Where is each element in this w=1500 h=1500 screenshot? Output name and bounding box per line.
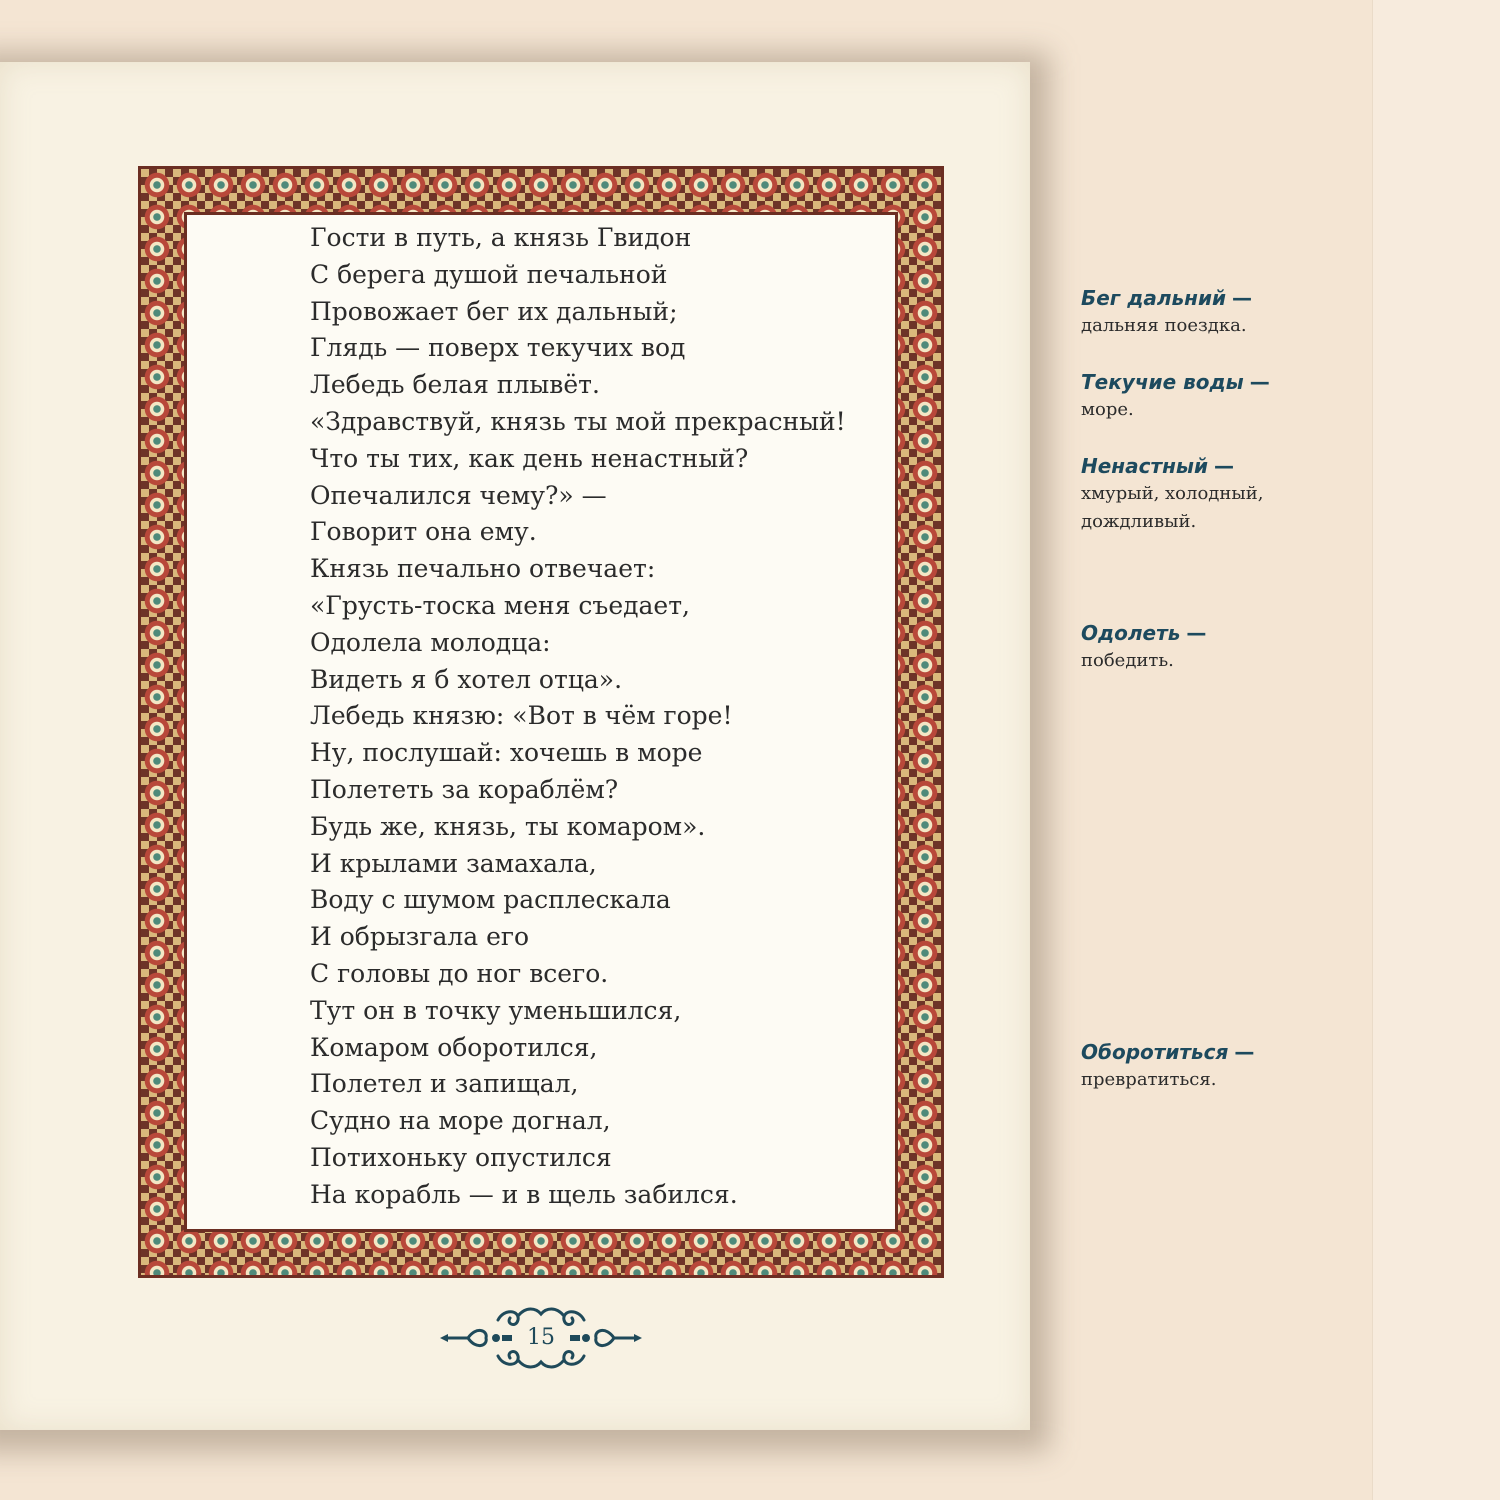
glossary-entry — [1081, 1038, 1351, 1094]
poem-line: Одолела молодца: — [310, 627, 551, 657]
glossary-dash: — — [1234, 1040, 1255, 1064]
page-number: 15 — [527, 1325, 555, 1350]
poem-line: Гости в путь, а князь Гвидон — [310, 223, 692, 252]
glossary-definition: победить. — [1081, 650, 1174, 671]
glossary-term: Ненастный — [1081, 454, 1208, 478]
poem-line: И крылами замахала, — [310, 848, 597, 878]
glossary-dash: — — [1186, 621, 1207, 645]
poem-line: На корабль — и в щель забился. — [310, 1179, 738, 1209]
glossary-dash: — — [1249, 370, 1270, 394]
glossary-entry — [1081, 284, 1351, 340]
glossary-term-line — [1081, 368, 1351, 396]
poem-text — [310, 220, 910, 1214]
glossary-term-line — [1081, 452, 1311, 480]
glossary-term-line — [1081, 1038, 1351, 1066]
glossary-entry — [1081, 619, 1351, 675]
poem-line: Князь печально отвечает: — [310, 554, 656, 584]
poem-line: Говорит она ему. — [310, 517, 537, 547]
glossary-term: Текучие воды — [1081, 370, 1244, 394]
poem-line: Полетел и запищал, — [310, 1069, 579, 1099]
poem-line: Лебедь белая плывёт. — [310, 370, 600, 400]
poem-line: С головы до ног всего. — [310, 958, 609, 988]
poem-line: Видеть я б хотел отца». — [310, 664, 623, 694]
glossary-term: Одолеть — [1081, 621, 1181, 645]
poem-line: Судно на море догнал, — [310, 1106, 611, 1136]
glossary-entry — [1081, 368, 1351, 424]
right-margin-strip — [1372, 0, 1500, 1500]
glossary-term-line — [1081, 284, 1351, 312]
poem-line: «Здравствуй, князь ты мой прекрасный! — [310, 406, 846, 436]
poem-line: Ну, послушай: хочешь в море — [310, 738, 703, 768]
glossary-term: Оборотиться — [1081, 1040, 1229, 1064]
poem-line: Провожает бег их дальный; — [310, 296, 678, 326]
poem-line: Комаром оборотился, — [310, 1032, 598, 1062]
poem-line: С берега душой печальной — [310, 259, 668, 289]
glossary-term-line — [1081, 619, 1351, 647]
glossary-definition: хмурый, холодный, дождливый. — [1081, 483, 1264, 532]
glossary-term: Бег дальний — [1081, 286, 1227, 310]
poem-line: Полететь за кораблём? — [310, 774, 619, 804]
poem-line: Будь же, князь, ты комаром». — [310, 811, 706, 841]
glossary-dash: — — [1232, 286, 1253, 310]
poem-line: И обрызгала его — [310, 922, 530, 952]
glossary-entry — [1081, 452, 1311, 536]
poem-line: Глядь — поверх текучих вод — [310, 333, 686, 363]
poem-line: Тут он в точку уменьшился, — [310, 995, 682, 1025]
poem-line: «Грусть-тоска меня съедает, — [310, 590, 691, 620]
poem-line: Опечалился чему?» — — [310, 480, 607, 510]
poem-line: Лебедь князю: «Вот в чём горе! — [310, 701, 733, 731]
glossary-definition: море. — [1081, 399, 1134, 420]
poem-line: Потихоньку опустился — [310, 1142, 612, 1172]
glossary-definition: дальняя поездка. — [1081, 315, 1247, 336]
poem-line: Что ты тих, как день ненастный? — [310, 443, 749, 473]
glossary-definition: превратиться. — [1081, 1069, 1217, 1090]
poem-line: Воду с шумом расплескала — [310, 885, 671, 915]
glossary-dash: — — [1213, 454, 1234, 478]
